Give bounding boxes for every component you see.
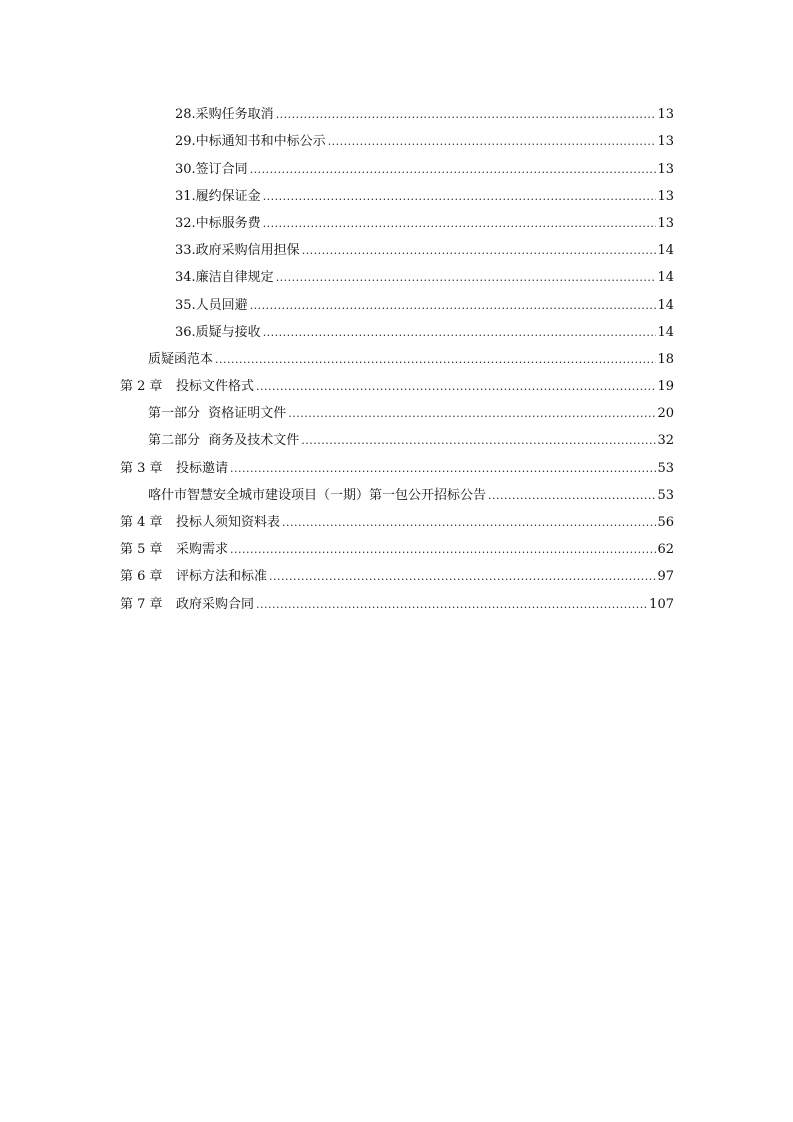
toc-entry[interactable] [0,232,793,259]
toc-entry[interactable] [0,259,793,286]
dot-leader [328,134,657,150]
toc-entry-label: 28.采购任务取消 [175,107,274,123]
toc-entry-page: 13 [657,188,674,204]
chapter-title: 采购需求 [176,542,229,558]
toc-entry-page: 14 [657,270,674,286]
chapter-title: 投标人须知资料表 [176,515,281,530]
toc-entry[interactable] [0,477,793,504]
toc-entry-page: 62 [657,542,674,558]
chapter-number: 第 6 章 [120,569,163,585]
toc-entry-page: 53 [657,460,674,476]
dot-leader [269,569,656,585]
dot-leader [250,162,657,178]
toc-entry-page: 32 [657,433,674,449]
toc-entry-label: 32.中标服务费 [175,215,261,231]
toc-entry-label: 34.廉洁自律规定 [175,270,274,286]
toc-entry-label: 33.政府采购信用担保 [175,243,300,259]
toc-entry-label: 第一部分 资格证明文件 [148,406,287,422]
dot-leader [288,406,656,422]
dot-leader [256,597,648,613]
toc-entry-page: 56 [657,515,674,530]
toc-entry-label: 质疑函范本 [148,351,214,367]
dot-leader [276,270,657,286]
toc-entry-label: 29.中标通知书和中标公示 [175,134,326,150]
dot-leader [256,379,656,395]
toc-chapter-entry[interactable] [0,558,793,585]
toc-entry[interactable] [0,123,793,150]
chapter-number: 第 7 章 [120,596,163,612]
dot-leader [282,515,656,531]
dot-leader [263,325,657,341]
dot-leader [250,298,657,314]
toc-chapter-entry[interactable] [0,504,793,531]
toc-entry-page: 53 [657,487,674,503]
toc-entry[interactable] [0,314,793,341]
toc-entry-page: 97 [657,569,674,585]
toc-entry[interactable] [0,96,793,123]
chapter-title: 投标文件格式 [176,379,255,395]
toc-entry-label [120,379,255,395]
dot-leader [302,243,657,259]
toc-chapter-entry[interactable] [0,585,793,612]
toc-chapter-entry[interactable] [0,368,793,395]
toc-entry-label [120,569,268,585]
dot-leader [230,461,656,477]
toc-entry-label: 喀什市智慧安全城市建设项目（一期）第一包公开招标公告 [148,487,487,503]
dot-leader [301,433,656,449]
toc-entry-label: 35.人员回避 [175,297,248,313]
dot-leader [230,542,656,558]
chapter-title: 评标方法和标准 [176,569,268,585]
dot-leader [215,352,656,368]
toc-entry-page: 19 [657,379,674,395]
toc-entry-page: 14 [657,324,674,340]
chapter-number: 第 5 章 [120,542,163,558]
table-of-contents [0,96,793,613]
dot-leader [263,216,657,232]
toc-entry-label: 36.质疑与接收 [175,324,261,340]
chapter-title: 政府采购合同 [176,596,255,612]
toc-entry[interactable] [0,150,793,177]
toc-entry[interactable] [0,286,793,313]
toc-entry-page: 20 [657,406,674,422]
toc-entry-page: 13 [657,107,674,123]
toc-entry-label [120,597,255,613]
toc-chapter-entry[interactable] [0,449,793,476]
toc-entry[interactable] [0,178,793,205]
dot-leader [276,107,657,123]
toc-entry-page: 18 [657,351,674,367]
toc-entry[interactable] [0,341,793,368]
toc-entry[interactable] [0,422,793,449]
dot-leader [263,189,657,205]
toc-entry-page: 14 [657,243,674,259]
toc-entry-label [120,515,281,531]
toc-entry-page: 14 [657,297,674,313]
toc-entry[interactable] [0,205,793,232]
toc-entry-label [120,461,229,477]
toc-entry-label: 第二部分 商务及技术文件 [148,433,300,449]
toc-entry[interactable] [0,395,793,422]
toc-entry-page: 107 [649,596,674,612]
toc-entry-label [120,542,229,558]
chapter-title: 投标邀请 [176,460,229,476]
dot-leader [488,488,656,504]
toc-entry-page: 13 [657,134,674,150]
toc-entry-page: 13 [657,161,674,177]
toc-entry-label: 30.签订合同 [175,161,248,177]
toc-entry-label: 31.履约保证金 [175,188,261,204]
toc-chapter-entry[interactable] [0,531,793,558]
chapter-number: 第 3 章 [120,460,163,476]
chapter-number: 第 4 章 [120,515,163,530]
chapter-number: 第 2 章 [120,379,163,395]
toc-entry-page: 13 [657,215,674,231]
